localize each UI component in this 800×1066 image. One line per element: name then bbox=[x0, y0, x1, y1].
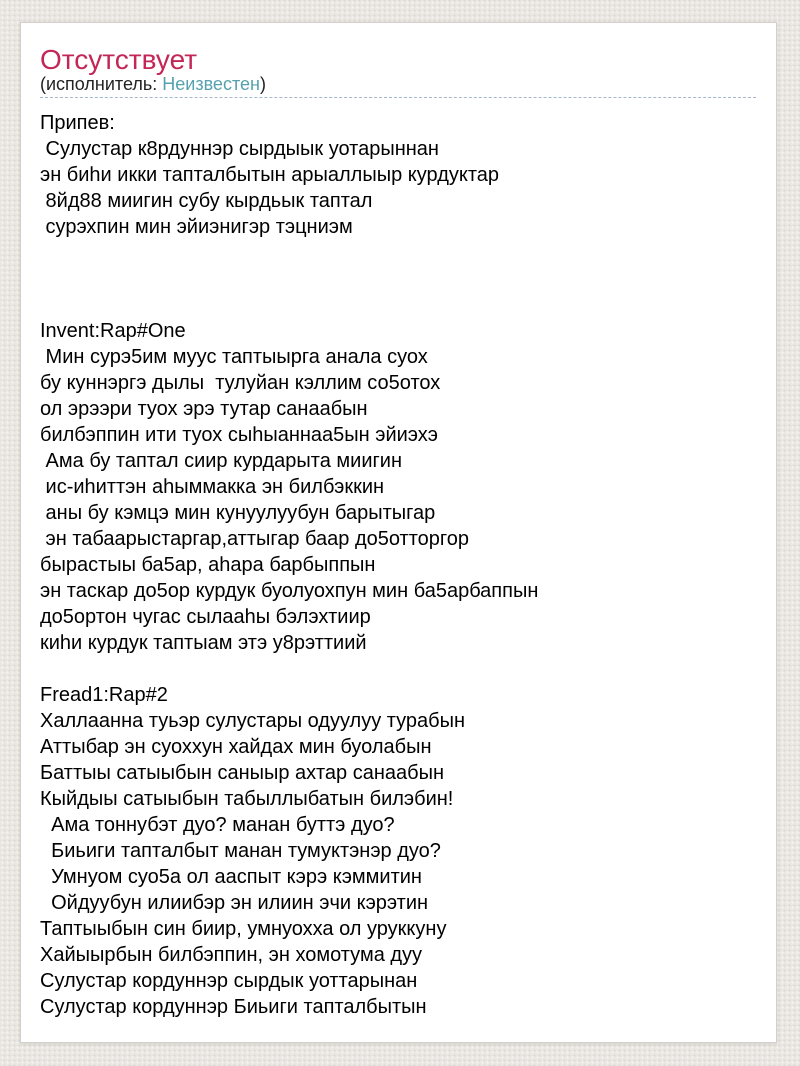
lyric-line: билбэппин ити туох сыһыаннаа5ын эйиэхэ bbox=[40, 424, 438, 446]
lyric-line: Сулустар кордуннэр Биьиги тапталбытын bbox=[40, 996, 427, 1018]
lyric-line: 8йд88 миигин субу кырдьык таптал bbox=[40, 190, 373, 212]
artist-link[interactable]: Неизвестен bbox=[162, 74, 260, 94]
lyric-line bbox=[40, 292, 756, 318]
artist-line bbox=[40, 75, 756, 98]
artist-label: (исполнитель: bbox=[40, 74, 163, 94]
lyric-line: Сулустар кордуннэр сырдык уоттарынан bbox=[40, 970, 418, 992]
lyric-line: Умнуом суо5а ол ааспыт кэрэ кэммитин bbox=[40, 866, 422, 888]
lyric-line: Припев: bbox=[40, 112, 115, 134]
lyric-line: Сулустар к8рдуннэр сырдыык уотарыннан bbox=[40, 138, 439, 160]
lyric-line: Ойдуубун илиибэр эн илиин эчи кэрэтин bbox=[40, 892, 429, 914]
lyric-line: Invent:Rap#One bbox=[40, 320, 186, 342]
lyric-line: аны бу кэмцэ мин кунуулуубун барытыгар bbox=[40, 502, 436, 524]
lyrics-block bbox=[40, 110, 756, 1020]
card-content bbox=[21, 23, 776, 1020]
lyric-line: ис-иһиттэн аһыммакка эн билбэккин bbox=[40, 476, 385, 498]
lyric-line: Ама бу таптал сиир курдарыта миигин bbox=[40, 450, 403, 472]
lyric-line: Fread1:Rap#2 bbox=[40, 684, 168, 706]
lyric-line: Таптыыбын син биир, умнуохха ол уруккуну bbox=[40, 918, 447, 940]
lyric-line: эн табаарыстаргар,аттыгар баар до5отторгор bbox=[40, 528, 470, 550]
lyric-line: бырастыы ба5ар, аһара барбыппын bbox=[40, 554, 376, 576]
lyric-line: эн биһи икки тапталбытын арыаллыыр курдуктар bbox=[40, 164, 500, 186]
lyric-line: Халлаанна туьэр сулустары одуулуу турабын bbox=[40, 710, 466, 732]
lyric-line: бу куннэргэ дылы тулуйан кэллим со5отох bbox=[40, 372, 441, 394]
lyric-line: ол эрээри туох эрэ тутар санаабын bbox=[40, 398, 368, 420]
lyric-line: киһи курдук таптыам этэ у8рэттиий bbox=[40, 632, 367, 654]
lyric-line bbox=[40, 656, 756, 682]
lyric-line: Хайыырбын билбэппин, эн хомотума дуу bbox=[40, 944, 423, 966]
lyric-line: сурэхпин мин эйиэнигэр тэцниэм bbox=[40, 216, 353, 238]
lyric-line: Биьиги тапталбыт манан тумуктэнэр дуо? bbox=[40, 840, 441, 862]
lyric-line: Баттыы сатыыбын саныыр ахтар санаабын bbox=[40, 762, 444, 784]
lyric-line: эн таскар до5ор курдук буолуохпун мин ба5арбаппын bbox=[40, 580, 539, 602]
lyric-line: Ама тоннубэт дуо? манан буттэ дуо? bbox=[40, 814, 395, 836]
lyric-line: Кыйдыы сатыыбын табыллыбатын билэбин! bbox=[40, 788, 454, 810]
artist-suffix: ) bbox=[259, 74, 266, 94]
lyric-line: до5ортон чугас сылааһы бэлэхтиир bbox=[40, 606, 371, 628]
lyrics-card bbox=[20, 22, 777, 1043]
song-title: Отсутствует bbox=[40, 44, 198, 75]
lyric-line: Аттыбар эн суоххун хайдах мин буолабын bbox=[40, 736, 432, 758]
lyric-line bbox=[40, 266, 756, 292]
lyric-line bbox=[40, 240, 756, 266]
lyric-line: Мин сурэ5им муус таптыырга анала суох bbox=[40, 346, 428, 368]
